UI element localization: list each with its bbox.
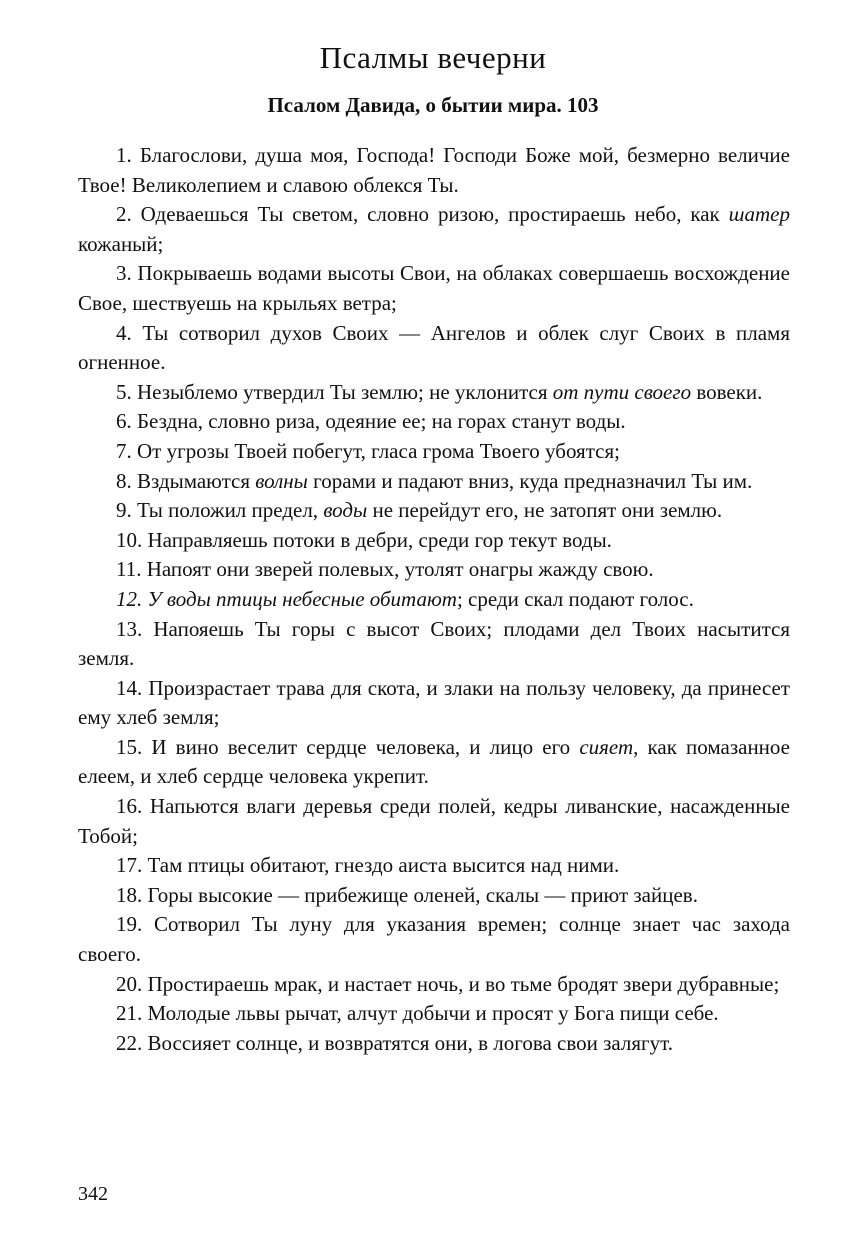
verse-text: 20. Простираешь мрак, и настает ночь, и во тьме бродят звери дубравные; — [116, 971, 780, 996]
verse — [78, 615, 790, 674]
verse-text: 22. Воссияет солнце, и возвратятся они, в логова свои залягут. — [116, 1030, 674, 1055]
verse — [78, 407, 790, 437]
verse-italic-text: 12. У воды птицы небесные обитают — [116, 586, 457, 611]
verse — [78, 259, 790, 318]
verse-text: 17. Там птицы обитают, гнездо аиста высится над ними. — [116, 853, 620, 878]
verse-text: не перейдут его, не затопят они землю. — [367, 498, 723, 523]
verse-text: 16. Напьются влаги деревья среди полей, кедры ливанские, насажденные Тобой; — [78, 794, 790, 848]
verse — [78, 792, 790, 851]
verse — [78, 467, 790, 497]
verse-text: 2. Одеваешься Ты светом, словно ризою, простираешь небо, как — [116, 202, 729, 227]
verse-text: 14. Произрастает трава для скота, и злаки на пользу человеку, да принесет ему хлеб земля; — [78, 675, 790, 730]
verse-text: горами и падают вниз, куда предназначил Ты им. — [307, 468, 753, 493]
verse-text: , как помазанное елеем, и хлеб сердце человека укрепит. — [78, 734, 791, 789]
verse — [78, 910, 790, 969]
verse-italic-text: волны — [255, 468, 308, 493]
verse-italic-text: от пути своего — [552, 379, 692, 404]
verse — [78, 733, 790, 792]
verse — [78, 141, 790, 200]
verse — [78, 378, 790, 408]
verse — [78, 526, 790, 556]
verse-text: 8. Вздымаются — [116, 468, 256, 493]
verse-italic-text: сияет — [579, 734, 634, 759]
verse-text: 4. Ты сотворил духов Своих — Ангелов и облек слуг Своих в пламя огненное. — [78, 320, 790, 375]
verse-list — [78, 141, 790, 1058]
verse-text: вовеки. — [691, 379, 763, 404]
verse — [78, 319, 790, 378]
verse-text: 13. Напояешь Ты горы с высот Своих; плодами дел Твоих насытится земля. — [78, 616, 790, 671]
verse — [78, 1029, 790, 1059]
verse-text: кожаный; — [78, 231, 164, 256]
verse-text: 11. Напоят они зверей полевых, утолят онагры жажду свою. — [116, 557, 654, 582]
verse-text: 9. Ты положил предел, — [116, 498, 324, 523]
verse — [78, 200, 790, 259]
verse — [78, 970, 790, 1000]
verse — [78, 881, 790, 911]
verse-italic-text: шатер — [728, 202, 790, 227]
verse-text: 5. Незыблемо утвердил Ты землю; не уклонится — [116, 379, 553, 404]
verse-text: 3. Покрываешь водами высоты Свои, на облаках совершаешь восхождение Свое, шествуешь на крыльях ветра; — [78, 261, 790, 315]
verse-text: 18. Горы высокие — прибежище оленей, скалы — приют зайцев. — [116, 882, 698, 907]
verse-text: 6. Бездна, словно риза, одеяние ее; на горах станут воды. — [116, 409, 626, 434]
page-title: Псалмы вечерни — [319, 40, 547, 75]
verse-text: 19. Сотворил Ты луну для указания времен; солнце знает час захода своего. — [78, 912, 790, 967]
verse — [78, 585, 790, 615]
verse — [78, 437, 790, 467]
verse-text: 10. Направляешь потоки в дебри, среди гор текут воды. — [116, 527, 612, 552]
verse-italic-text: воды — [323, 498, 368, 523]
verse-text: 1. Благослови, душа моя, Господа! Господи Боже мой, безмерно величие Твое! Великолепием и славою облекся Ты. — [78, 143, 790, 197]
verse — [78, 851, 790, 881]
verse-text: 15. И вино веселит сердце человека, и лицо его — [116, 734, 580, 759]
verse — [78, 496, 790, 526]
verse-text: ; среди скал подают голос. — [456, 586, 694, 611]
verse — [78, 674, 790, 733]
psalm-heading: Псалом Давида, о бытии мира. 103 — [267, 93, 599, 117]
verse-text: 7. От угрозы Твоей побегут, гласа грома Твоего убоятся; — [116, 438, 620, 463]
page-number: 342 — [78, 1183, 108, 1205]
verse-text: 21. Молодые львы рычат, алчут добычи и просят у Бога пищи себе. — [116, 1001, 719, 1026]
verse — [78, 555, 790, 585]
verse — [78, 999, 790, 1029]
